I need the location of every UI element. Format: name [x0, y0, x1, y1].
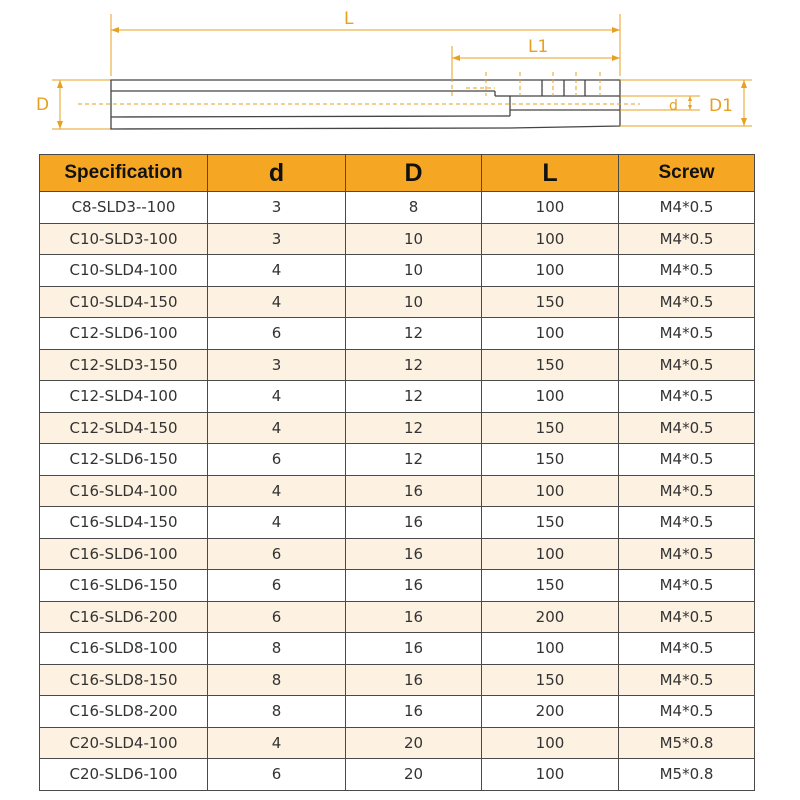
- header-d: d: [208, 155, 346, 192]
- cell-D: 12: [346, 444, 482, 476]
- cell-D: 16: [346, 570, 482, 602]
- cell-D: 20: [346, 759, 482, 791]
- table-row: [40, 255, 755, 287]
- tool-holder-drawing: [0, 0, 800, 150]
- cell-d: 6: [208, 759, 346, 791]
- cell-d: 4: [208, 507, 346, 539]
- table-body: [40, 192, 755, 791]
- cell-d: 3: [208, 349, 346, 381]
- header-L: L: [482, 155, 619, 192]
- cell-L: 100: [482, 727, 619, 759]
- cell-screw: M4*0.5: [619, 507, 755, 539]
- cell-D: 10: [346, 286, 482, 318]
- table-row: [40, 727, 755, 759]
- cell-L: 100: [482, 223, 619, 255]
- cell-d: 4: [208, 727, 346, 759]
- cell-screw: M4*0.5: [619, 444, 755, 476]
- header-specification: Specification: [40, 155, 208, 192]
- cell-D: 8: [346, 192, 482, 224]
- cell-L: 150: [482, 570, 619, 602]
- table-header-row: [40, 155, 755, 192]
- cell-screw: M4*0.5: [619, 601, 755, 633]
- cell-D: 16: [346, 507, 482, 539]
- cell-specification: C10-SLD4-150: [40, 286, 208, 318]
- cell-D: 16: [346, 601, 482, 633]
- cell-specification: C16-SLD8-100: [40, 633, 208, 665]
- table-row: [40, 759, 755, 791]
- cell-D: 10: [346, 223, 482, 255]
- cell-screw: M4*0.5: [619, 349, 755, 381]
- cell-L: 150: [482, 412, 619, 444]
- cell-specification: C16-SLD4-150: [40, 507, 208, 539]
- cell-L: 200: [482, 696, 619, 728]
- label-D: D: [36, 95, 50, 115]
- table-row: [40, 412, 755, 444]
- cell-L: 100: [482, 475, 619, 507]
- label-L1: L1: [528, 37, 549, 57]
- cell-specification: C12-SLD4-100: [40, 381, 208, 413]
- table-row: [40, 570, 755, 602]
- cell-d: 4: [208, 412, 346, 444]
- table-row: [40, 601, 755, 633]
- cell-screw: M4*0.5: [619, 664, 755, 696]
- cell-screw: M4*0.5: [619, 192, 755, 224]
- cell-screw: M4*0.5: [619, 318, 755, 350]
- cell-specification: C16-SLD6-200: [40, 601, 208, 633]
- cell-d: 6: [208, 601, 346, 633]
- cell-d: 6: [208, 570, 346, 602]
- cell-L: 100: [482, 759, 619, 791]
- cell-D: 12: [346, 349, 482, 381]
- table-row: [40, 381, 755, 413]
- cell-specification: C16-SLD8-150: [40, 664, 208, 696]
- cell-D: 16: [346, 696, 482, 728]
- cell-L: 150: [482, 507, 619, 539]
- table-row: [40, 318, 755, 350]
- cell-screw: M4*0.5: [619, 633, 755, 665]
- cell-L: 150: [482, 286, 619, 318]
- cell-L: 100: [482, 633, 619, 665]
- cell-specification: C16-SLD8-200: [40, 696, 208, 728]
- header-D: D: [346, 155, 482, 192]
- table-row: [40, 696, 755, 728]
- cell-screw: M4*0.5: [619, 412, 755, 444]
- cell-specification: C20-SLD6-100: [40, 759, 208, 791]
- cell-d: 6: [208, 538, 346, 570]
- header-screw: Screw: [619, 155, 755, 192]
- cell-d: 8: [208, 633, 346, 665]
- cell-D: 12: [346, 318, 482, 350]
- table-row: [40, 286, 755, 318]
- table-row: [40, 349, 755, 381]
- cell-L: 150: [482, 664, 619, 696]
- cell-specification: C16-SLD6-150: [40, 570, 208, 602]
- cell-D: 12: [346, 381, 482, 413]
- table-row: [40, 223, 755, 255]
- specification-table: [39, 154, 755, 791]
- cell-specification: C20-SLD4-100: [40, 727, 208, 759]
- cell-L: 100: [482, 318, 619, 350]
- table-row: [40, 192, 755, 224]
- cell-screw: M5*0.8: [619, 759, 755, 791]
- cell-screw: M5*0.8: [619, 727, 755, 759]
- label-L: L: [344, 9, 354, 29]
- table-row: [40, 633, 755, 665]
- table-row: [40, 507, 755, 539]
- cell-screw: M4*0.5: [619, 223, 755, 255]
- cell-d: 4: [208, 475, 346, 507]
- cell-d: 4: [208, 381, 346, 413]
- cell-L: 100: [482, 192, 619, 224]
- cell-screw: M4*0.5: [619, 381, 755, 413]
- cell-D: 16: [346, 664, 482, 696]
- cell-d: 3: [208, 192, 346, 224]
- cell-L: 150: [482, 349, 619, 381]
- dimension-d: [620, 96, 700, 110]
- table-row: [40, 664, 755, 696]
- cell-L: 100: [482, 255, 619, 287]
- cell-L: 150: [482, 444, 619, 476]
- cell-D: 16: [346, 475, 482, 507]
- cell-d: 6: [208, 444, 346, 476]
- cell-d: 8: [208, 696, 346, 728]
- cell-specification: C12-SLD6-100: [40, 318, 208, 350]
- table-row: [40, 475, 755, 507]
- cell-d: 4: [208, 286, 346, 318]
- cell-d: 3: [208, 223, 346, 255]
- table-row: [40, 538, 755, 570]
- cell-screw: M4*0.5: [619, 475, 755, 507]
- cell-L: 200: [482, 601, 619, 633]
- cell-d: 4: [208, 255, 346, 287]
- label-D1: D1: [709, 96, 733, 116]
- cell-d: 6: [208, 318, 346, 350]
- label-d: d: [669, 98, 678, 114]
- table-row: [40, 444, 755, 476]
- cell-screw: M4*0.5: [619, 538, 755, 570]
- cell-specification: C10-SLD3-100: [40, 223, 208, 255]
- cell-screw: M4*0.5: [619, 696, 755, 728]
- cell-specification: C12-SLD6-150: [40, 444, 208, 476]
- cell-D: 16: [346, 538, 482, 570]
- cell-specification: C10-SLD4-100: [40, 255, 208, 287]
- cell-L: 100: [482, 538, 619, 570]
- cell-specification: C8-SLD3--100: [40, 192, 208, 224]
- cell-D: 12: [346, 412, 482, 444]
- cell-screw: M4*0.5: [619, 286, 755, 318]
- cell-specification: C12-SLD3-150: [40, 349, 208, 381]
- cell-D: 10: [346, 255, 482, 287]
- cell-d: 8: [208, 664, 346, 696]
- cell-D: 16: [346, 633, 482, 665]
- cell-specification: C16-SLD6-100: [40, 538, 208, 570]
- cell-L: 100: [482, 381, 619, 413]
- cell-specification: C16-SLD4-100: [40, 475, 208, 507]
- cell-screw: M4*0.5: [619, 255, 755, 287]
- hidden-lines: [78, 72, 640, 104]
- cell-screw: M4*0.5: [619, 570, 755, 602]
- cell-specification: C12-SLD4-150: [40, 412, 208, 444]
- cell-D: 20: [346, 727, 482, 759]
